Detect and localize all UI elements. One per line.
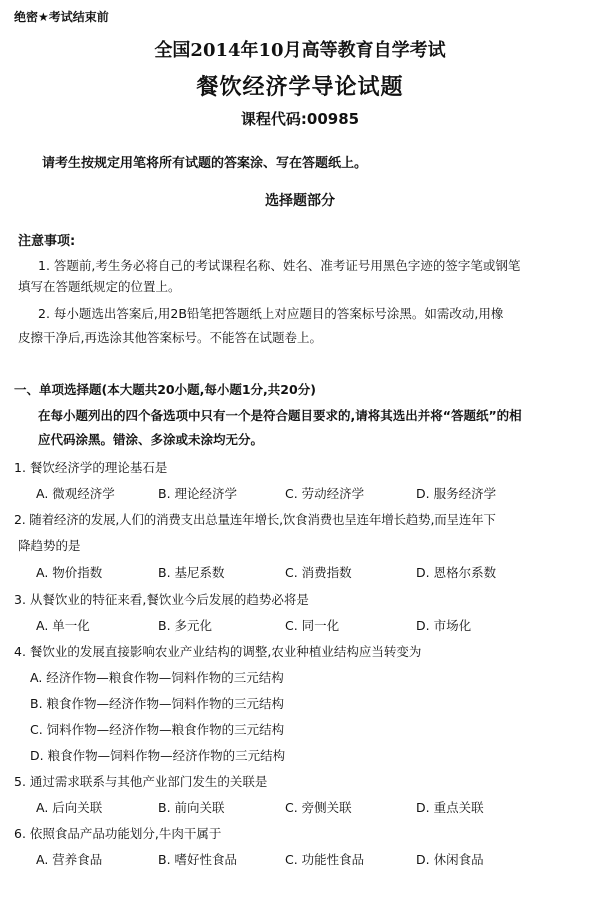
notes-title: 注意事项: — [18, 234, 76, 249]
question-4-option-a: A. 经济作物—粮食作物—饲料作物的三元结构 — [30, 670, 284, 685]
question-3-option-d: D. 市场化 — [416, 618, 472, 633]
question-5-option-c: C. 旁侧关联 — [285, 800, 352, 815]
secret-mark: 绝密★考试结束前 — [14, 10, 109, 24]
section-title: 选择题部分 — [265, 193, 335, 209]
question-6-option-d: D. 休闲食品 — [416, 852, 484, 867]
note-2-line-2: 皮擦干净后,再选涂其他答案标号。不能答在试题卷上。 — [18, 330, 322, 345]
question-5-option-a: A. 后向关联 — [36, 800, 103, 815]
part1-desc-line-1: 在每小题列出的四个备选项中只有一个是符合题目要求的,请将其选出并将“答题纸”的相 — [38, 408, 522, 423]
part1-heading: 一、单项选择题(本大题共20小题,每小题1分,共20分) — [14, 382, 316, 397]
question-1-option-b: B. 理论经济学 — [158, 486, 238, 501]
question-3-stem: 3. 从餐饮业的特征来看,餐饮业今后发展的趋势必将是 — [14, 592, 309, 607]
question-2-option-b: B. 基尼系数 — [158, 565, 225, 580]
question-1-option-d: D. 服务经济学 — [416, 486, 497, 501]
question-1-stem: 1. 餐饮经济学的理论基石是 — [14, 460, 168, 475]
part1-desc-line-2: 应代码涂黑。错涂、多涂或未涂均无分。 — [38, 432, 264, 447]
question-5-option-b: B. 前向关联 — [158, 800, 225, 815]
question-3-option-b: B. 多元化 — [158, 618, 213, 633]
question-5-option-d: D. 重点关联 — [416, 800, 484, 815]
question-2-stem-line-1: 2. 随着经济的发展,人们的消费支出总量连年增长,饮食消费也呈连年增长趋势,而呈连年下 — [14, 512, 496, 527]
note-1-line-2: 填写在答题纸规定的位置上。 — [18, 279, 181, 294]
question-2-stem-line-2: 降趋势的是 — [18, 538, 81, 553]
question-3-option-a: A. 单一化 — [36, 618, 90, 633]
question-6-option-b: B. 嗜好性食品 — [158, 852, 238, 867]
question-6-option-a: A. 营养食品 — [36, 852, 103, 867]
question-3-option-c: C. 同一化 — [285, 618, 340, 633]
question-6-option-c: C. 功能性食品 — [285, 852, 365, 867]
question-4-option-c: C. 饲料作物—经济作物—粮食作物的三元结构 — [30, 722, 285, 737]
question-1-option-a: A. 微观经济学 — [36, 486, 115, 501]
question-2-option-a: A. 物价指数 — [36, 565, 103, 580]
note-2-line-1: 2. 每小题选出答案后,用2B铅笔把答题纸上对应题目的答案标号涂黑。如需改动,用橡 — [38, 306, 504, 321]
question-4-stem: 4. 餐饮业的发展直接影响农业产业结构的调整,农业种植业结构应当转变为 — [14, 644, 422, 659]
exam-title: 全国2014年10月高等教育自学考试 — [154, 40, 446, 61]
question-6-stem: 6. 依照食品产品功能划分,牛肉干属于 — [14, 826, 222, 841]
question-2-option-c: C. 消费指数 — [285, 565, 352, 580]
paper-title: 餐饮经济学导论试题 — [196, 75, 404, 100]
question-2-option-d: D. 恩格尔系数 — [416, 565, 497, 580]
note-1-line-1: 1. 答题前,考生务必将自己的考试课程名称、姓名、准考证号用黑色字迹的签字笔或钢笔 — [38, 258, 521, 273]
question-5-stem: 5. 通过需求联系与其他产业部门发生的关联是 — [14, 774, 268, 789]
instruction-text: 请考生按规定用笔将所有试题的答案涂、写在答题纸上。 — [42, 156, 368, 171]
course-code: 课程代码:00985 — [240, 110, 360, 128]
question-4-option-b: B. 粮食作物—经济作物—饲料作物的三元结构 — [30, 696, 285, 711]
question-4-option-d: D. 粮食作物—饲料作物—经济作物的三元结构 — [30, 748, 286, 763]
question-1-option-c: C. 劳动经济学 — [285, 486, 365, 501]
